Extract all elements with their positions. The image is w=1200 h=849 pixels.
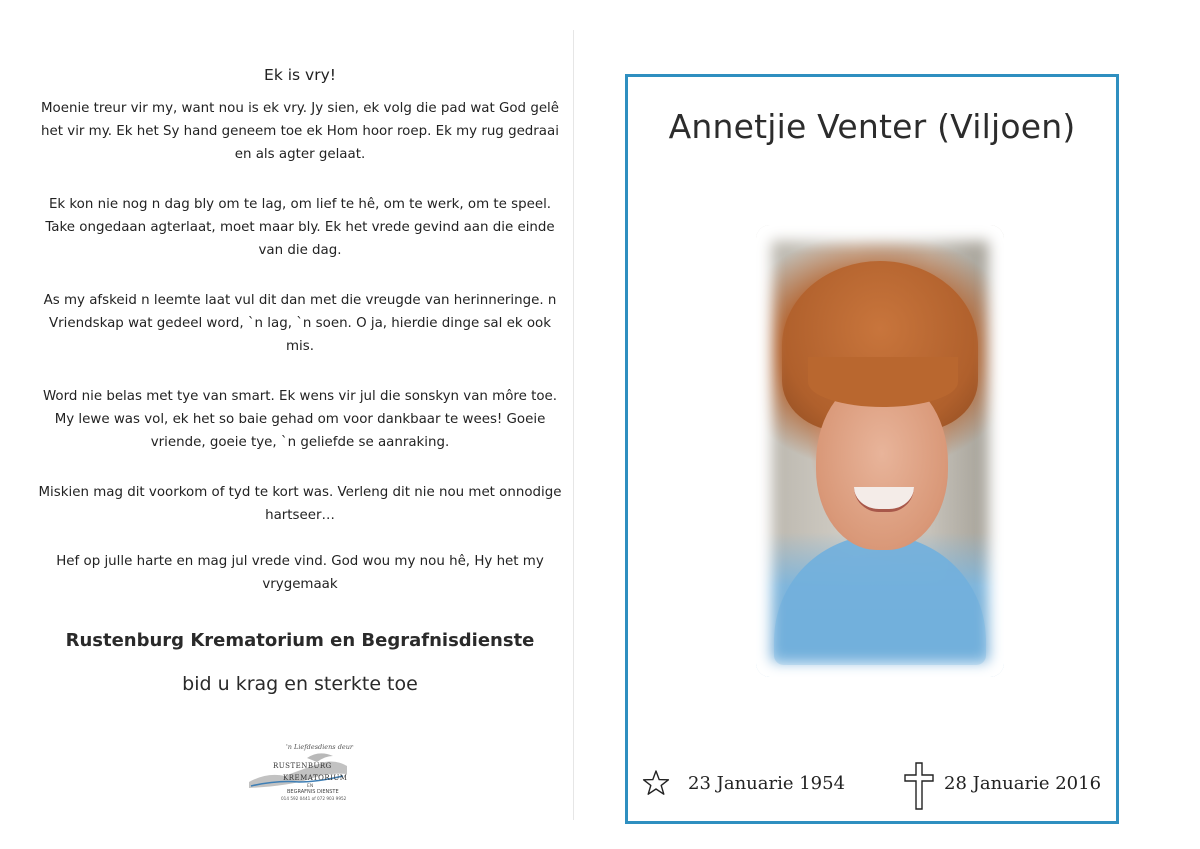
portrait-photo bbox=[756, 225, 1004, 677]
logo-phone-numbers: 014 592 0441 of 072 903 9952 bbox=[281, 796, 347, 801]
poem-paragraph: Moenie treur vir my, want nou is ek vry. Jy sien, ek volg die pad wat God gelê het vir my. Ek het Sy hand geneem toe ek Hom hoor roep. Ek my rug gedraai en als agter gelaat. bbox=[40, 101, 560, 162]
deceased-name: Annetjie Venter (Viljoen) bbox=[668, 107, 1076, 146]
poem-paragraph: Hef op julle harte en mag jul vrede vind. God wou my nou hê, Hy het my vrygemaak bbox=[56, 554, 544, 592]
memorial-card bbox=[625, 74, 1119, 824]
logo-text-begrafnis: BEGRAFNIS DIENSTE bbox=[287, 789, 339, 795]
death-date: 28 Januarie 2016 bbox=[944, 773, 1102, 794]
life-dates bbox=[628, 765, 1116, 815]
poem-title: Ek is vry! bbox=[264, 66, 336, 84]
birth-date: 23 Januarie 1954 bbox=[688, 773, 846, 794]
cross-icon bbox=[902, 761, 936, 811]
logo-text-en: EN bbox=[307, 784, 314, 789]
logo-text-krematorium: KREMATORIUM bbox=[283, 774, 348, 782]
portrait-vignette bbox=[756, 225, 1004, 677]
funeral-home-name: Rustenburg Krematorium en Begrafnisdienste bbox=[65, 630, 535, 651]
logo-text-rustenburg: RUSTENBURG bbox=[273, 762, 332, 770]
condolence-message: bid u krag en sterkte toe bbox=[182, 673, 418, 695]
poem-paragraph: Ek kon nie nog n dag bly om te lag, om lief te hê, om te werk, om te speel. Take ongedaan agterlaat, moet maar bly. Ek het vrede gevind aan die einde van die dag. bbox=[45, 197, 555, 258]
logo-tagline: 'n Liefdesdiens deur bbox=[286, 743, 354, 751]
star-icon bbox=[642, 769, 670, 797]
poem-paragraph: Miskien mag dit voorkom of tyd te kort was. Verleng dit nie nou met onnodige hartseer… bbox=[38, 485, 562, 523]
poem-paragraph: Word nie belas met tye van smart. Ek wens vir jul die sonskyn van môre toe. My lewe was vol, ek het so baie gehad om voor dankbaar te wees! Goeie vriende, goeie tye, `n geliefde se aanraking. bbox=[42, 389, 558, 450]
poem-paragraph: As my afskeid n leemte laat vul dit dan met die vreugde van herinneringe. n Vriendskap wat gedeel word, `n lag, `n soen. O ja, hierdie dinge sal ek ook mis. bbox=[43, 293, 557, 354]
